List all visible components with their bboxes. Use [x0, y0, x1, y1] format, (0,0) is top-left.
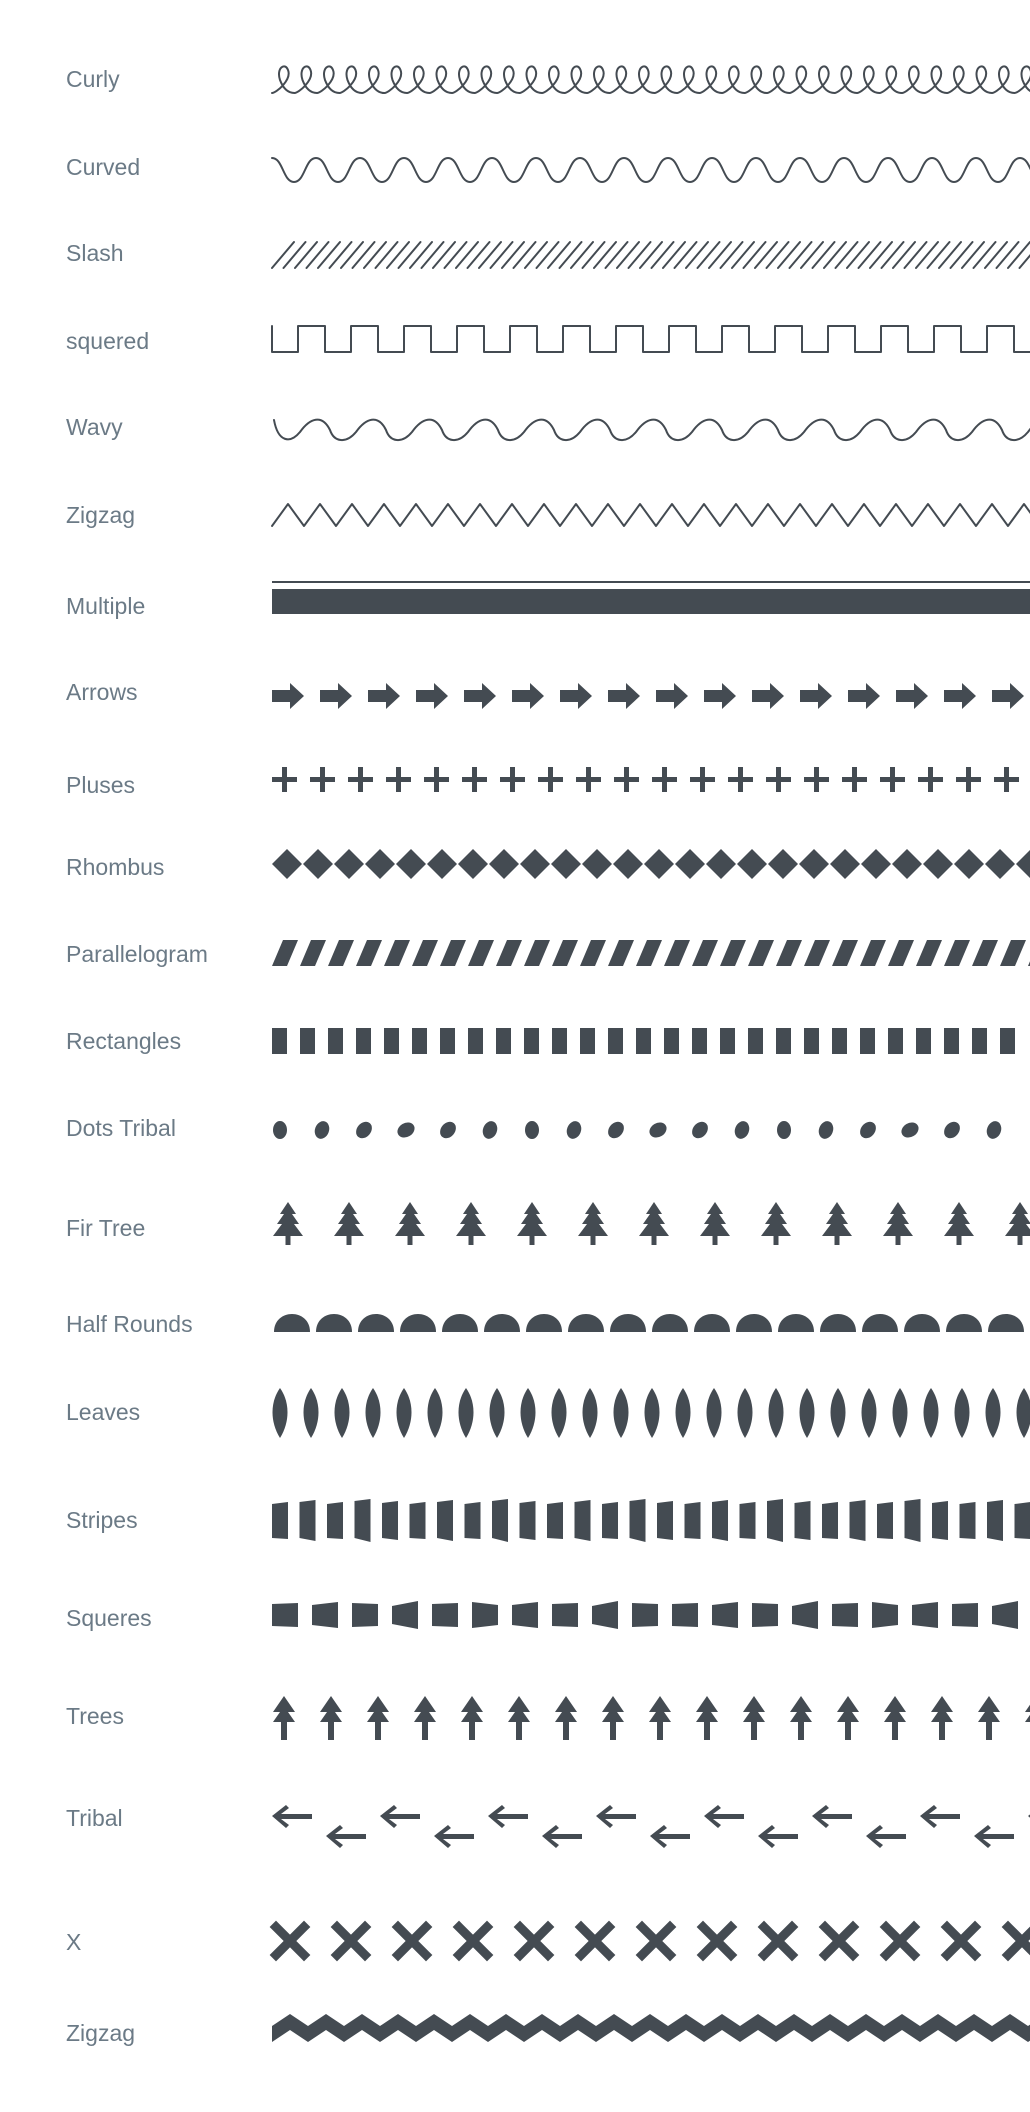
divider-label: Rectangles	[66, 1028, 182, 1054]
trees-divider-pattern	[272, 1688, 1030, 1748]
divider-label: Curved	[66, 154, 141, 180]
divider-label: Arrows	[66, 679, 138, 705]
divider-label: Squeres	[66, 1605, 152, 1631]
rectangles-divider-pattern	[272, 1024, 1030, 1064]
curved-divider-pattern	[272, 146, 1030, 186]
x-divider-pattern	[272, 1916, 1030, 1966]
squered-divider-pattern	[272, 322, 1030, 358]
slash-divider-pattern	[272, 238, 1030, 272]
parallelogram-divider-pattern	[272, 936, 1030, 976]
divider-label: X	[66, 1929, 82, 1955]
wavy-divider-pattern	[272, 410, 1030, 450]
curly-divider-pattern	[272, 60, 1030, 100]
divider-label: squered	[66, 328, 150, 354]
divider-label: Half Rounds	[66, 1311, 193, 1337]
leaves-divider-pattern	[272, 1384, 1030, 1444]
tribal-divider-pattern	[272, 1796, 1030, 1856]
divider-label: Stripes	[66, 1507, 138, 1533]
multiple-divider-pattern	[272, 580, 1030, 620]
divider-label: Trees	[66, 1703, 124, 1729]
fir-tree-divider-pattern	[272, 1196, 1030, 1256]
divider-label: Wavy	[66, 414, 123, 440]
zigzag-filled-divider-pattern	[272, 2008, 1030, 2058]
stripes-divider-pattern	[272, 1496, 1030, 1546]
arrows-divider-pattern	[272, 676, 1030, 716]
divider-label: Slash	[66, 240, 124, 266]
squeres-divider-pattern	[272, 1598, 1030, 1638]
divider-label: Rhombus	[66, 854, 165, 880]
pluses-divider-pattern	[272, 764, 1030, 804]
half-rounds-divider-pattern	[272, 1300, 1030, 1340]
divider-label: Zigzag	[66, 502, 136, 528]
zigzag-line-divider-pattern	[272, 496, 1030, 532]
rhombus-divider-pattern	[272, 846, 1030, 886]
divider-label: Tribal	[66, 1805, 123, 1831]
divider-label: Curly	[66, 66, 120, 92]
dots-tribal-divider-pattern	[272, 1110, 1030, 1150]
divider-label: Leaves	[66, 1399, 141, 1425]
divider-label: Dots Tribal	[66, 1115, 176, 1141]
divider-label: Multiple	[66, 593, 146, 619]
divider-label: Fir Tree	[66, 1215, 146, 1241]
divider-label: Parallelogram	[66, 941, 208, 967]
divider-label: Zigzag	[66, 2020, 136, 2046]
divider-label: Pluses	[66, 772, 136, 798]
